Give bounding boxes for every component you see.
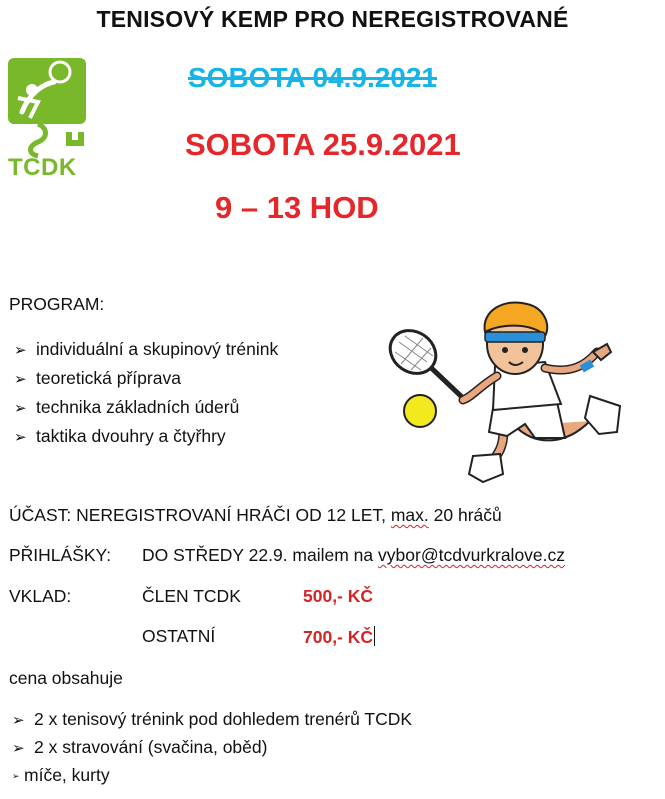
arrow-bullet-icon: ➢ <box>14 429 27 446</box>
fee-label: VKLAD: <box>9 586 72 606</box>
list-item: ➢ teoretická příprava <box>14 364 278 393</box>
fee-other-price: 700,- KČ <box>303 627 374 647</box>
registration-text: DO STŘEDY 22.9. mailem na vybor@tcdvurkralove.cz <box>142 545 566 565</box>
arrow-bullet-icon: ➢ <box>12 712 25 729</box>
list-item: ➢ 2 x stravování (svačina, oběd) <box>12 733 412 761</box>
list-item: ➢ individuální a skupinový trénink <box>14 335 278 364</box>
logo-text: TCDK <box>8 154 77 181</box>
participation-line: ÚČAST: NEREGISTROVANÍ HRÁČI OD 12 LET, max. 20 hráčů <box>9 505 502 525</box>
list-item: ➢ technika základních úderů <box>14 393 278 422</box>
fee-member-price: 500,- KČ <box>303 586 374 606</box>
program-list <box>14 335 278 451</box>
list-item: ➢ míče, kurty <box>12 761 412 789</box>
old-date: SOBOTA 04.9.2021 <box>188 62 438 93</box>
text-cursor <box>374 626 375 646</box>
email-link[interactable]: vybor@tcdvurkralove.cz <box>378 545 566 565</box>
page-title: TENISOVÝ KEMP PRO NEREGISTROVANÉ <box>96 6 569 32</box>
arrow-bullet-icon: ➢ <box>14 371 27 388</box>
tennis-boy-illustration <box>385 296 635 486</box>
list-item: ➢ 2 x tenisový trénink pod dohledem trenérů TCDK <box>12 705 412 733</box>
fee-other-label: OSTATNÍ <box>142 626 216 646</box>
tcdk-logo <box>8 58 86 180</box>
arrow-bullet-icon: ➢ <box>12 771 20 782</box>
arrow-bullet-icon: ➢ <box>14 400 27 417</box>
list-item: ➢ taktika dvouhry a čtyřhry <box>14 422 278 451</box>
includes-heading: cena obsahuje <box>9 668 123 688</box>
includes-list <box>12 705 412 789</box>
registration-label: PŘIHLÁŠKY: <box>9 545 112 565</box>
event-hours: 9 – 13 HOD <box>215 190 379 225</box>
arrow-bullet-icon: ➢ <box>14 342 27 359</box>
arrow-bullet-icon: ➢ <box>12 740 25 757</box>
tennis-player-cartoon-icon <box>385 296 635 486</box>
fee-member-label: ČLEN TCDK <box>142 586 241 606</box>
program-heading: PROGRAM: <box>9 294 105 314</box>
event-date: SOBOTA 25.9.2021 <box>185 127 461 162</box>
